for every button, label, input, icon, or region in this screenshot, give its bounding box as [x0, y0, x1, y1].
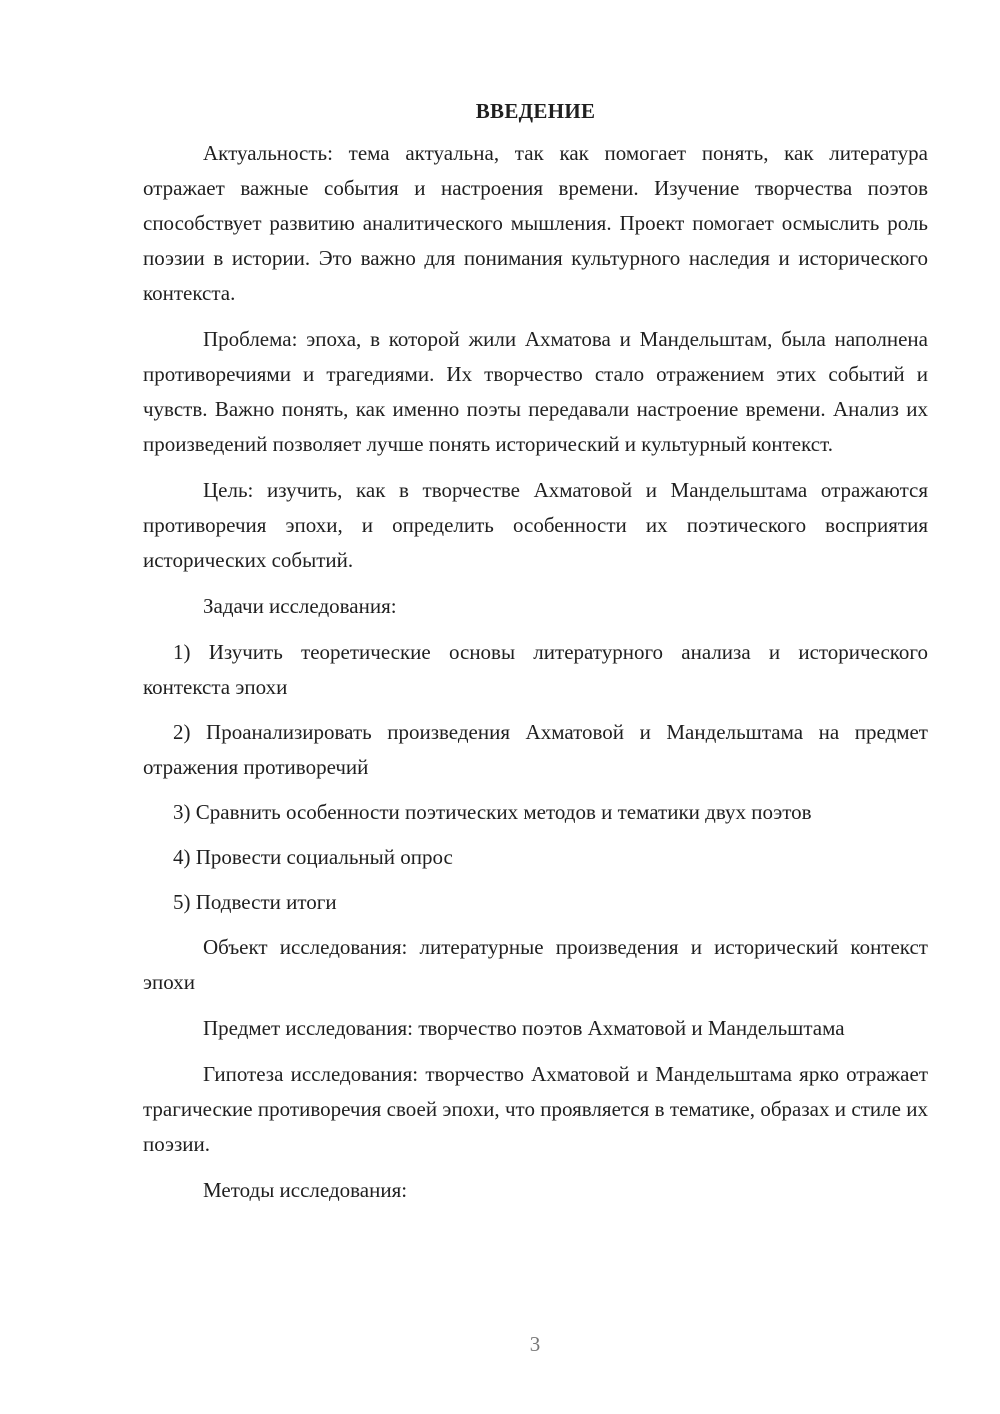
object-paragraph: Объект исследования: литературные произведения и исторический контекст эпохи	[143, 935, 928, 994]
subject-paragraph: Предмет исследования: творчество поэтов Ахматовой и Мандельштама	[203, 1016, 845, 1040]
problem-paragraph: Проблема: эпоха, в которой жили Ахматова и Мандельштам, была наполнена противоречиями и трагедиями. Их творчество стало отражением этих событий и чувств. Важно понять, как именно поэты передавали настроение времени. Анализ их произведений позволяет лучше понять исторический и культурный контекст.	[143, 327, 928, 456]
task-item: 3) Сравнить особенности поэтических методов и тематики двух поэтов	[173, 800, 812, 824]
task-item: 1) Изучить теоретические основы литературного анализа и исторического контекста эпохи	[143, 640, 928, 699]
task-item: 4) Провести социальный опрос	[173, 845, 453, 869]
tasks-heading: Задачи исследования:	[203, 594, 397, 618]
relevance-paragraph: Актуальность: тема актуальна, так как помогает понять, как литература отражает важные события и настроения времени. Изучение творчества поэтов способствует развитию аналитического мышления. Проект помогает осмыслить роль поэзии в истории. Это важно для понимания культурного наследия и исторического контекста.	[143, 141, 928, 305]
task-item: 5) Подвести итоги	[173, 890, 337, 914]
task-item: 2) Проанализировать произведения Ахматовой и Мандельштама на предмет отражения противоречий	[143, 720, 928, 779]
goal-paragraph: Цель: изучить, как в творчестве Ахматовой и Мандельштама отражаются противоречия эпохи, и определить особенности их поэтического восприятия исторических событий.	[143, 478, 928, 572]
methods-heading: Методы исследования:	[203, 1178, 408, 1202]
section-title: ВВЕДЕНИЕ	[475, 99, 596, 123]
page-number: 3	[529, 1332, 541, 1356]
hypothesis-paragraph: Гипотеза исследования: творчество Ахматовой и Мандельштама ярко отражает трагические противоречия своей эпохи, что проявляется в тематике, образах и стиле их поэзии.	[143, 1062, 928, 1156]
page-content	[143, 96, 928, 1219]
